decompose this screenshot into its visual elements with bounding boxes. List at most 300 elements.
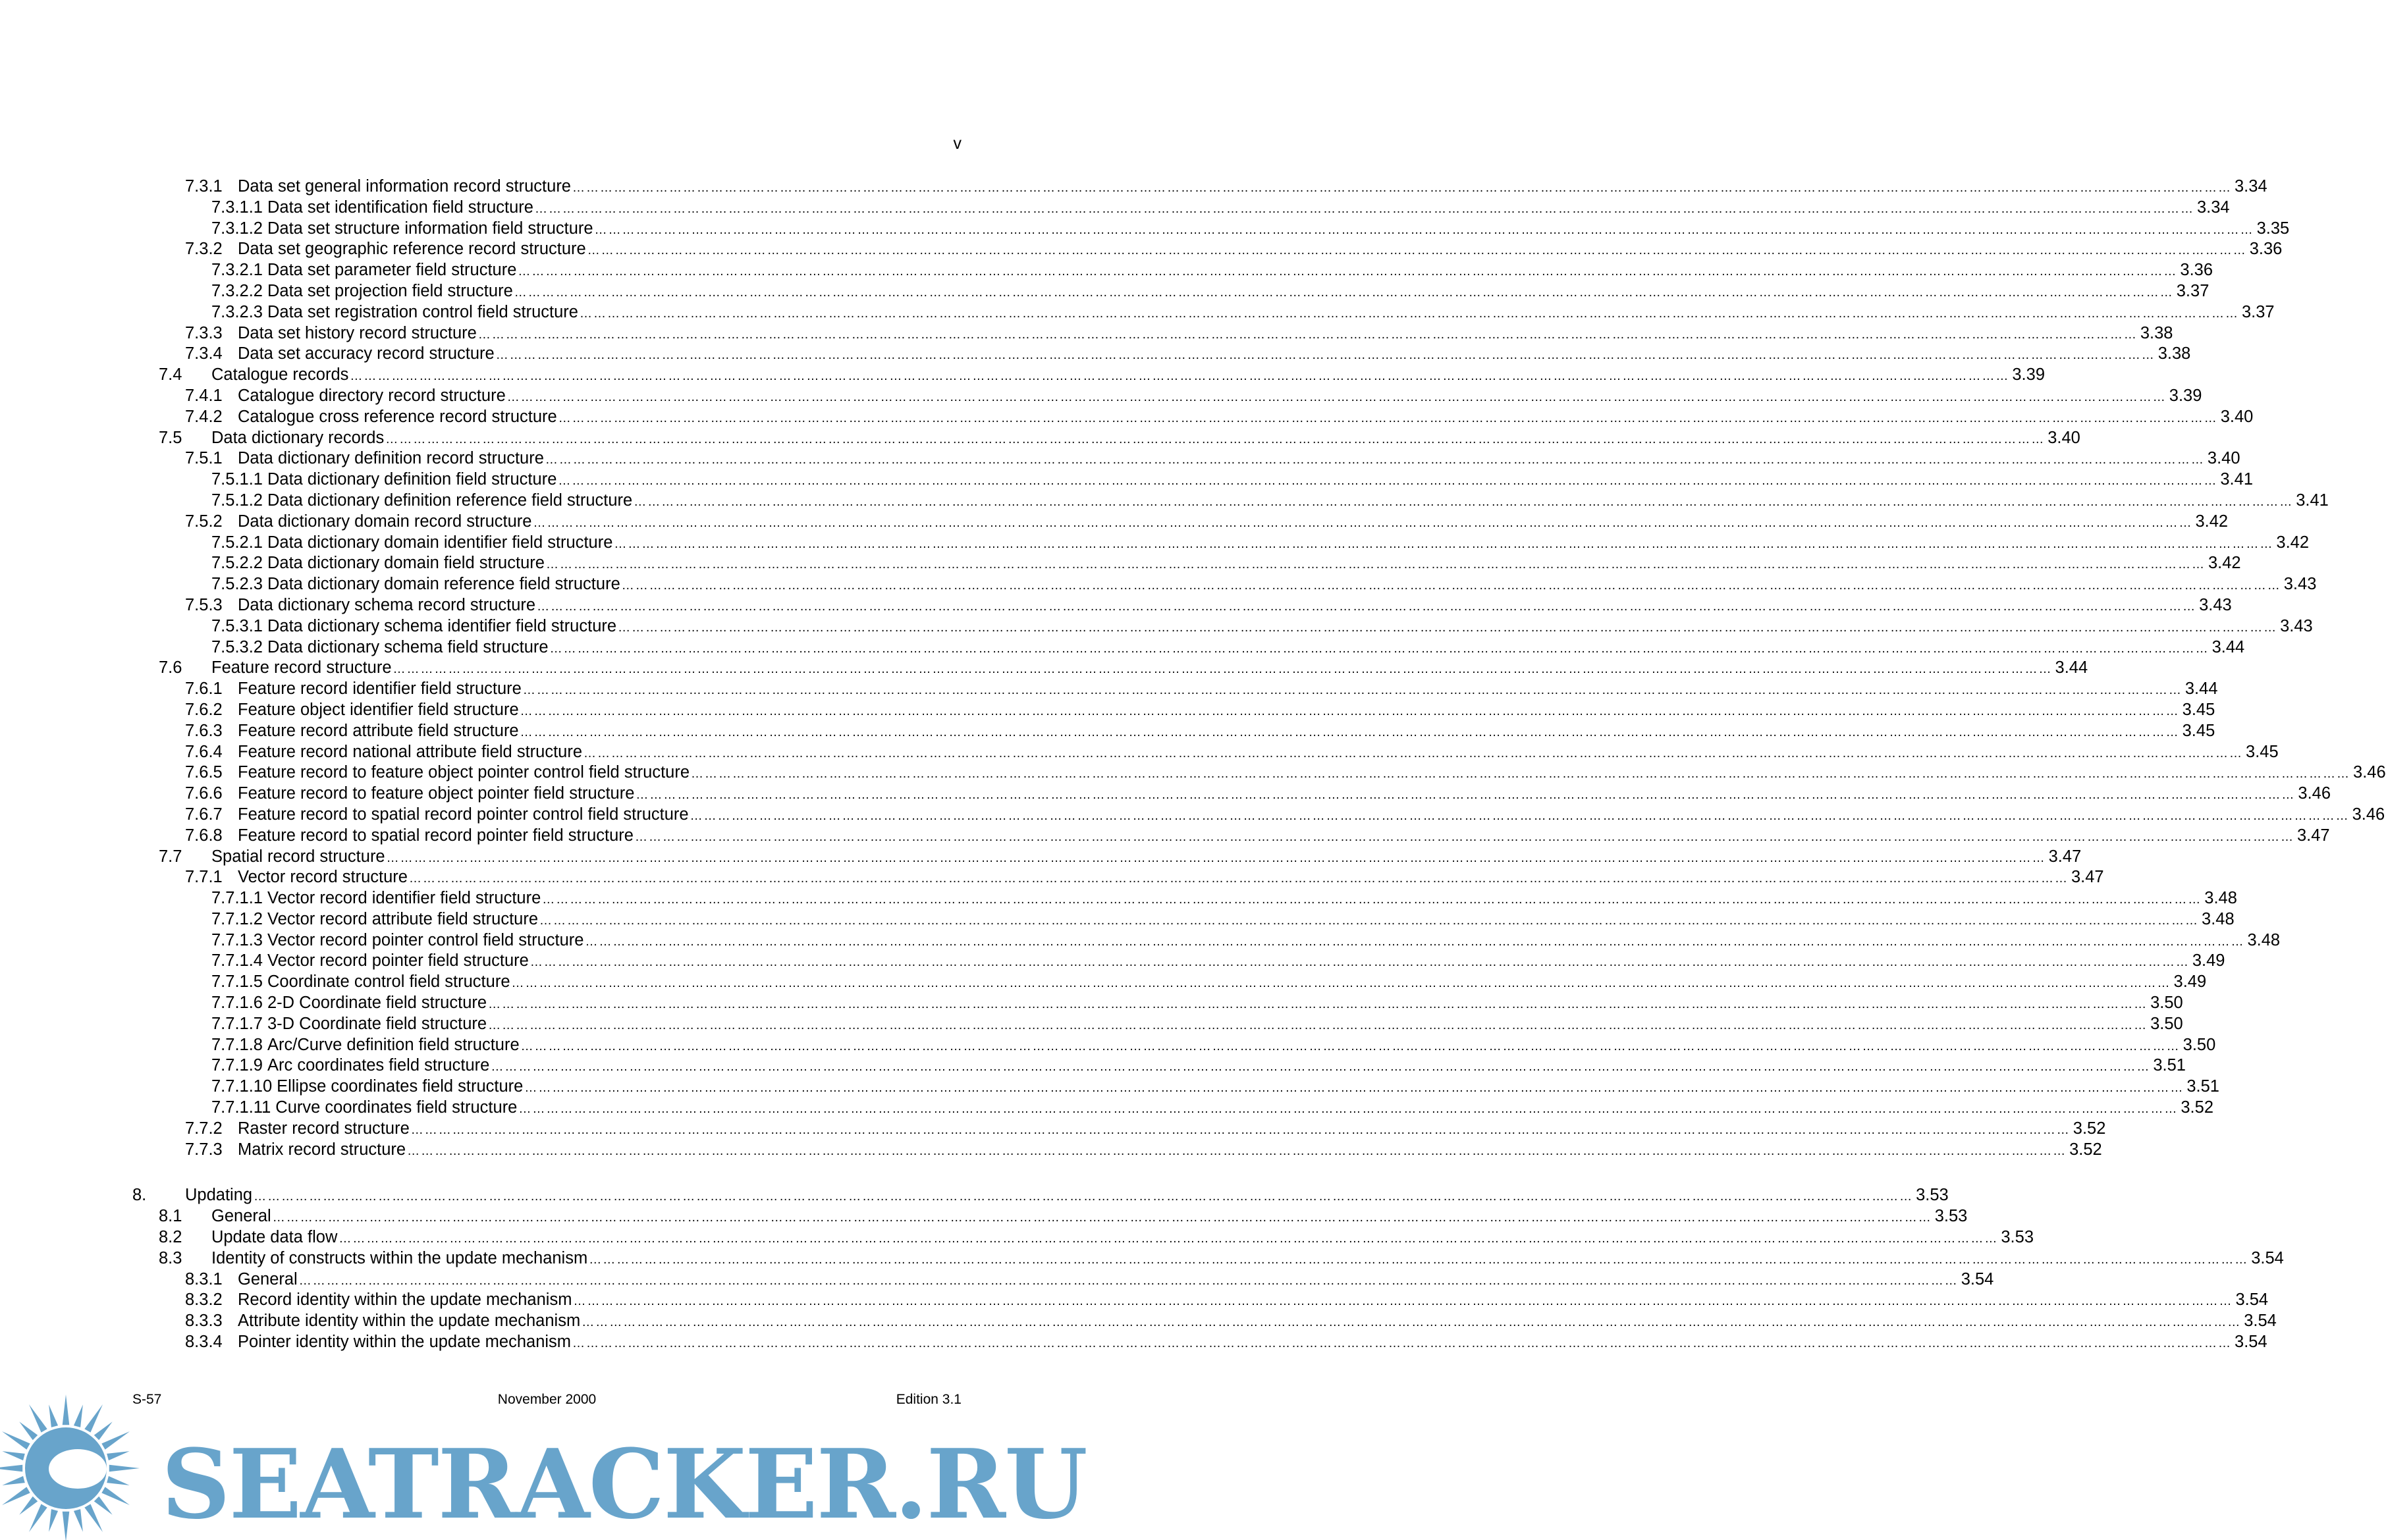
toc-dot-leader: ………………………………………………………………………………………………………………………………………………………………………………………………………………………………………………………………………………………………………………………………	[520, 1039, 2181, 1053]
toc-entry-page: 3.54	[2244, 1312, 2277, 1331]
sun-ray	[84, 1504, 103, 1532]
toc-entry-number: 7.5.2.2	[211, 554, 263, 573]
toc-entry-number: 7.5.2	[185, 512, 223, 531]
toc-entry[interactable]	[0, 1206, 1968, 1227]
toc-dot-leader: ………………………………………………………………………………………………………………………………………………………………………………………………………………………………………………………………………………………………………………………………	[558, 474, 2218, 489]
toc-entry-page: 3.50	[2150, 1014, 2183, 1033]
toc-entry-page: 3.45	[2182, 721, 2215, 740]
sun-ray	[109, 1465, 140, 1472]
toc-entry-page: 3.52	[2073, 1119, 2106, 1138]
toc-entry-title: Vector record pointer field structure	[267, 951, 529, 970]
toc-entry[interactable]	[0, 469, 2254, 491]
toc-entry-title: Data dictionary definition record structure	[238, 449, 544, 468]
sun-ray	[49, 1509, 58, 1531]
toc-entry[interactable]	[0, 1311, 2277, 1332]
toc-entry-number: 7.3.2.3	[211, 302, 263, 321]
toc-entry-page: 3.45	[2246, 742, 2279, 761]
toc-entry-page: 3.49	[2173, 972, 2207, 992]
toc-entry-title: Data set parameter field structure	[267, 261, 517, 280]
toc-entry-number: 7.4.1	[185, 386, 223, 405]
toc-entry[interactable]	[0, 176, 2267, 198]
toc-entry-page: 3.34	[2196, 198, 2230, 217]
toc-entry[interactable]	[0, 847, 2082, 868]
toc-dot-leader: ………………………………………………………………………………………………………………………………………………………………………………………………………………………………………………………………………………………………………………………………	[582, 1315, 2242, 1330]
toc-entry[interactable]	[0, 595, 2232, 616]
toc-entry[interactable]	[0, 533, 2310, 554]
sun-ray	[2, 1476, 24, 1485]
toc-entry[interactable]	[0, 742, 2279, 763]
toc-dot-leader: ………………………………………………………………………………………………………………………………………………………………………………………………………………………………………………………………………………………………………………………………	[587, 244, 2247, 258]
toc-entry-page: 3.36	[2180, 261, 2213, 280]
toc-dot-leader: ………………………………………………………………………………………………………………………………………………………………………………………………………………………………………………………………………………………………………………………………	[491, 1060, 2151, 1075]
toc-entry-page: 3.51	[2153, 1056, 2186, 1075]
sun-ray	[49, 1404, 58, 1427]
toc-entry-title: Data dictionary domain record structure	[238, 512, 532, 531]
toc-entry[interactable]	[0, 1014, 2183, 1035]
toc-entry-page: 3.51	[2186, 1077, 2219, 1096]
toc-dot-leader: ………………………………………………………………………………………………………………………………………………………………………………………………………………………………………………………………………………………………………………………………	[533, 516, 2193, 530]
toc-entry[interactable]	[0, 721, 2215, 742]
toc-entry-title: Data dictionary definition reference field structure	[267, 491, 633, 510]
toc-entry-title: Attribute identity within the update mechanism	[238, 1312, 581, 1331]
toc-entry[interactable]	[0, 428, 2080, 449]
toc-entry-number: 7.5.1.2	[211, 491, 263, 510]
toc-entry-page: 3.41	[2296, 491, 2329, 510]
toc-entry-title: Curve coordinates field structure	[275, 1098, 518, 1117]
toc-dot-leader: ………………………………………………………………………………………………………………………………………………………………………………………………………………………………………………………………………………………………………………………………	[537, 599, 2197, 614]
toc-entry[interactable]	[0, 302, 2275, 323]
toc-entry[interactable]	[0, 909, 2235, 930]
toc-dot-leader: ………………………………………………………………………………………………………………………………………………………………………………………………………………………………………………………………………………………………………………………………	[350, 369, 2010, 384]
toc-dot-leader: ………………………………………………………………………………………………………………………………………………………………………………………………………………………………………………………………………………………………………………………………	[572, 181, 2232, 195]
toc-entry-page: 3.47	[2048, 847, 2082, 866]
toc-entry-title: Data dictionary schema identifier field structure	[267, 616, 617, 635]
toc-entry-title: Data set geographic reference record structure	[238, 240, 586, 259]
toc-entry-page: 3.40	[2220, 407, 2254, 426]
toc-entry[interactable]	[0, 679, 2218, 700]
toc-dot-leader: ………………………………………………………………………………………………………………………………………………………………………………………………………………………………………………………………………………………………………………………………	[524, 1081, 2184, 1096]
toc-entry[interactable]	[0, 407, 2254, 428]
toc-dot-leader: ………………………………………………………………………………………………………………………………………………………………………………………………………………………………………………………………………………………………………………………………	[534, 201, 2194, 216]
toc-dot-leader: ………………………………………………………………………………………………………………………………………………………………………………………………………………………………………………………………………………………………………………………………	[385, 432, 2046, 446]
table-of-contents	[0, 176, 2386, 1353]
toc-entry-page: 3.54	[2235, 1333, 2267, 1352]
toc-dot-leader: ………………………………………………………………………………………………………………………………………………………………………………………………………………………………………………………………………………………………………………………………	[522, 683, 2183, 698]
toc-entry-page: 3.48	[2202, 909, 2235, 928]
sun-ray	[74, 1509, 83, 1531]
toc-entry[interactable]	[0, 1119, 2106, 1140]
toc-entry-number: 7.5.2.3	[211, 575, 263, 594]
toc-entry[interactable]	[0, 574, 2317, 595]
toc-dot-leader: ………………………………………………………………………………………………………………………………………………………………………………………………………………………………………………………………………………………………………………………………	[488, 1018, 2148, 1032]
toc-entry-page: 3.43	[2283, 575, 2317, 594]
footer-edition: Edition 3.1	[896, 1392, 962, 1407]
sun-logo-icon	[0, 1394, 140, 1540]
toc-entry-title: Catalogue directory record structure	[238, 386, 506, 405]
toc-entry-number: 8.2	[159, 1228, 182, 1247]
toc-entry-number: 7.7.2	[185, 1119, 223, 1138]
toc-entry-title: Data dictionary definition field structure	[267, 470, 557, 489]
toc-dot-leader: ………………………………………………………………………………………………………………………………………………………………………………………………………………………………………………………………………………………………………………………………	[495, 348, 2156, 363]
toc-entry-number: 7.3.3	[185, 323, 223, 342]
toc-entry-number: 8.3.1	[185, 1269, 223, 1288]
toc-entry[interactable]	[0, 1140, 2102, 1161]
toc-entry-title: Data set structure information field structure	[267, 219, 593, 238]
toc-entry-number: 7.7.1.11	[211, 1098, 271, 1117]
toc-entry[interactable]	[0, 323, 2173, 344]
toc-entry-title: Coordinate control field structure	[267, 972, 510, 992]
watermark-text: SEATRACKER.RU	[161, 1429, 1087, 1540]
toc-entry-title: Feature record to feature object pointer control field structure	[238, 763, 690, 782]
toc-entry-number: 7.5.1.1	[211, 470, 263, 489]
sun-ray	[94, 1421, 113, 1440]
toc-entry-page: 3.44	[2211, 637, 2245, 656]
toc-entry-number: 7.7.1.4	[211, 951, 263, 970]
sun-ray	[107, 1476, 129, 1485]
toc-entry-number: 8.3.3	[185, 1312, 223, 1331]
toc-entry-number: 7.3.1.1	[211, 198, 263, 217]
toc-dot-leader: ………………………………………………………………………………………………………………………………………………………………………………………………………………………………………………………………………………………………………………………………	[545, 453, 2205, 467]
toc-entry-number: 7.6.6	[185, 784, 223, 803]
toc-entry-page: 3.54	[2235, 1290, 2269, 1310]
toc-entry-number: 7.5.3	[185, 595, 223, 614]
toc-entry-page: 3.40	[2207, 449, 2240, 468]
toc-entry-title: Feature record attribute field structure	[238, 721, 519, 740]
toc-entry[interactable]	[0, 239, 2283, 260]
toc-entry-number: 8.	[132, 1186, 147, 1205]
toc-entry-title: Data dictionary schema record structure	[238, 595, 536, 614]
toc-entry-title: Feature record national attribute field structure	[238, 742, 583, 761]
toc-dot-leader: ………………………………………………………………………………………………………………………………………………………………………………………………………………………………………………………………………………………………………………………………	[339, 1232, 1999, 1246]
toc-entry-title: Spatial record structure	[211, 847, 385, 866]
toc-entry-number: 7.7.1.1	[211, 889, 263, 908]
toc-dot-leader: ………………………………………………………………………………………………………………………………………………………………………………………………………………………………………………………………………………………………………………………………	[583, 746, 2244, 760]
toc-entry-number: 7.7.1.3	[211, 930, 263, 949]
toc-entry-number: 7.4	[159, 365, 182, 385]
toc-dot-leader: ………………………………………………………………………………………………………………………………………………………………………………………………………………………………………………………………………………………………………………………………	[520, 704, 2180, 718]
toc-dot-leader: ………………………………………………………………………………………………………………………………………………………………………………………………………………………………………………………………………………………………………………………………	[594, 223, 2254, 237]
toc-dot-leader: ………………………………………………………………………………………………………………………………………………………………………………………………………………………………………………………………………………………………………………………………	[254, 1190, 1914, 1204]
toc-entry-page: 3.48	[2204, 889, 2237, 908]
toc-entry-page: 3.50	[2150, 994, 2183, 1013]
toc-entry-number: 7.7.1.5	[211, 972, 263, 992]
toc-entry-title: Catalogue cross reference record structure	[238, 407, 557, 426]
toc-entry-title: Vector record attribute field structure	[267, 909, 539, 928]
footer-date: November 2000	[497, 1392, 597, 1407]
toc-entry-title: Arc coordinates field structure	[267, 1056, 490, 1075]
toc-dot-leader: ………………………………………………………………………………………………………………………………………………………………………………………………………………………………………………………………………………………………………………………………	[518, 265, 2178, 279]
toc-entry-number: 7.3.1	[185, 177, 223, 196]
toc-entry[interactable]	[0, 260, 2213, 281]
toc-entry[interactable]	[0, 762, 2386, 783]
toc-dot-leader: ………………………………………………………………………………………………………………………………………………………………………………………………………………………………………………………………………………………………………………………………	[573, 1294, 2233, 1309]
toc-entry[interactable]	[0, 1098, 2214, 1119]
sun-ray	[63, 1512, 70, 1540]
toc-dot-leader: ………………………………………………………………………………………………………………………………………………………………………………………………………………………………………………………………………………………………………………………………	[618, 620, 2278, 635]
toc-entry-title: Matrix record structure	[238, 1140, 406, 1159]
toc-entry-page: 3.42	[2276, 533, 2310, 552]
toc-entry-number: 7.7.3	[185, 1140, 223, 1159]
toc-entry-page: 3.47	[2071, 868, 2104, 887]
toc-entry-number: 7.3.2.1	[211, 261, 263, 280]
toc-dot-leader: ………………………………………………………………………………………………………………………………………………………………………………………………………………………………………………………………………………………………………………………………	[539, 913, 2200, 928]
sun-ray	[74, 1404, 83, 1427]
toc-entry-page: 3.42	[2208, 554, 2241, 573]
sun-ray	[29, 1504, 47, 1532]
toc-entry-title: Data set accuracy record structure	[238, 344, 495, 363]
toc-entry[interactable]	[0, 1035, 2216, 1056]
toc-entry-title: Pointer identity within the update mechanism	[238, 1333, 572, 1352]
toc-entry-number: 7.6.8	[185, 826, 223, 845]
toc-entry-number: 7.6.3	[185, 721, 223, 740]
toc-entry-number: 7.7.1.6	[211, 994, 263, 1013]
toc-entry[interactable]	[0, 783, 2331, 805]
toc-entry[interactable]	[0, 386, 2202, 407]
toc-entry-page: 3.54	[2251, 1248, 2284, 1267]
toc-dot-leader: ………………………………………………………………………………………………………………………………………………………………………………………………………………………………………………………………………………………………………………………………	[477, 327, 2138, 342]
toc-entry-page: 3.46	[2352, 805, 2385, 824]
toc-entry-title: Data set identification field structure	[267, 198, 533, 217]
toc-entry-page: 3.47	[2296, 826, 2330, 845]
toc-entry-number: 7.7.1.2	[211, 909, 263, 928]
toc-entry-number: 7.3.2.2	[211, 281, 263, 300]
toc-entry-page: 3.48	[2247, 930, 2281, 949]
toc-entry-title: Raster record structure	[238, 1119, 410, 1138]
toc-entry-title: Data set general information record structure	[238, 177, 571, 196]
toc-entry-page: 3.36	[2249, 240, 2283, 259]
toc-entry-number: 7.5.3.1	[211, 616, 263, 635]
toc-entry-page: 3.52	[2181, 1098, 2214, 1117]
toc-entry-number: 7.7.1.9	[211, 1056, 263, 1075]
toc-entry[interactable]	[0, 805, 2385, 826]
toc-dot-leader: ………………………………………………………………………………………………………………………………………………………………………………………………………………………………………………………………………………………………………………………………	[691, 767, 2351, 782]
toc-entry-title: Data dictionary records	[211, 428, 385, 447]
toc-entry-number: 7.7.1.10	[211, 1077, 273, 1096]
toc-dot-leader: ………………………………………………………………………………………………………………………………………………………………………………………………………………………………………………………………………………………………………………………………	[634, 494, 2294, 509]
toc-entry-title: Vector record identifier field structure	[267, 889, 541, 908]
toc-dot-leader: ………………………………………………………………………………………………………………………………………………………………………………………………………………………………………………………………………………………………………………………………	[690, 809, 2350, 823]
toc-dot-leader: ………………………………………………………………………………………………………………………………………………………………………………………………………………………………………………………………………………………………………………………………	[529, 955, 2190, 970]
toc-entry-title: General	[238, 1269, 298, 1288]
toc-entry[interactable]	[0, 700, 2215, 721]
toc-entry-title: 3-D Coordinate field structure	[267, 1014, 487, 1033]
toc-entry-title: Vector record pointer control field structure	[267, 930, 584, 949]
toc-entry-title: Data dictionary schema field structure	[267, 637, 549, 656]
toc-entry-title: Updating	[185, 1186, 253, 1205]
toc-entry[interactable]	[0, 365, 2046, 386]
toc-entry-page: 3.52	[2069, 1140, 2102, 1159]
toc-entry[interactable]	[0, 1185, 1949, 1206]
toc-entry-page: 3.54	[1961, 1269, 1994, 1288]
toc-entry[interactable]	[0, 1227, 2034, 1248]
toc-entry[interactable]	[0, 1248, 2284, 1269]
toc-dot-leader: ………………………………………………………………………………………………………………………………………………………………………………………………………………………………………………………………………………………………………………………………	[298, 1273, 1959, 1288]
toc-dot-leader: ………………………………………………………………………………………………………………………………………………………………………………………………………………………………………………………………………………………………………………………………	[634, 830, 2294, 844]
toc-entry-number: 7.7.1.8	[211, 1035, 263, 1054]
toc-dot-leader: ………………………………………………………………………………………………………………………………………………………………………………………………………………………………………………………………………………………………………………………………	[542, 893, 2202, 907]
toc-entry-number: 7.3.4	[185, 344, 223, 363]
toc-entry-title: Feature object identifier field structure	[238, 700, 519, 719]
toc-entry[interactable]	[0, 972, 2207, 993]
toc-entry[interactable]	[0, 1269, 1994, 1290]
toc-entry[interactable]	[0, 553, 2241, 574]
toc-entry-title: Catalogue records	[211, 365, 349, 385]
toc-dot-leader: ………………………………………………………………………………………………………………………………………………………………………………………………………………………………………………………………………………………………………………………………	[506, 390, 2167, 404]
toc-entry-page: 3.44	[2055, 658, 2088, 677]
toc-entry-title: Data dictionary domain reference field structure	[267, 575, 620, 594]
toc-entry-page: 3.53	[1916, 1186, 1949, 1205]
toc-entry-title: Data set registration control field structure	[267, 302, 578, 321]
toc-dot-leader: ………………………………………………………………………………………………………………………………………………………………………………………………………………………………………………………………………………………………………………………………	[614, 537, 2274, 551]
toc-dot-leader: ………………………………………………………………………………………………………………………………………………………………………………………………………………………………………………………………………………………………………………………………	[410, 1123, 2071, 1137]
sun-ray	[0, 1465, 22, 1472]
toc-dot-leader: ………………………………………………………………………………………………………………………………………………………………………………………………………………………………………………………………………………………………………………………………	[545, 558, 2206, 572]
toc-entry-number: 7.5.2.1	[211, 533, 263, 552]
toc-entry[interactable]	[0, 951, 2225, 972]
toc-entry-number: 7.6.4	[185, 742, 223, 761]
toc-entry-title: Identity of constructs within the update mechanism	[211, 1248, 588, 1267]
toc-entry-page: 3.50	[2183, 1035, 2216, 1054]
toc-entry-number: 7.5.3.2	[211, 637, 263, 656]
toc-entry-title: Feature record to feature object pointer field structure	[238, 784, 635, 803]
toc-entry-page: 3.44	[2184, 679, 2218, 699]
toc-entry-title: Arc/Curve definition field structure	[267, 1035, 520, 1054]
toc-entry-title: Vector record structure	[238, 868, 408, 887]
toc-entry[interactable]	[0, 637, 2245, 658]
sun-ray	[29, 1404, 47, 1433]
toc-entry-title: Ellipse coordinates field structure	[277, 1077, 524, 1096]
toc-entry-page: 3.41	[2220, 470, 2254, 489]
toc-entry[interactable]	[0, 198, 2230, 219]
toc-entry-page: 3.53	[1934, 1207, 1968, 1226]
toc-entry[interactable]	[0, 888, 2237, 909]
toc-entry-page: 3.35	[2256, 219, 2290, 238]
toc-entry-title: Data dictionary domain field structure	[267, 554, 545, 573]
toc-entry[interactable]	[0, 993, 2183, 1014]
toc-dot-leader: ………………………………………………………………………………………………………………………………………………………………………………………………………………………………………………………………………………………………………………………………	[520, 725, 2180, 739]
toc-dot-leader: ………………………………………………………………………………………………………………………………………………………………………………………………………………………………………………………………………………………………………………………………	[585, 934, 2245, 949]
toc-entry-page: 3.42	[2195, 512, 2229, 531]
toc-entry[interactable]	[0, 491, 2329, 512]
toc-entry[interactable]	[0, 512, 2229, 533]
toc-dot-leader: ………………………………………………………………………………………………………………………………………………………………………………………………………………………………………………………………………………………………………………………………	[636, 788, 2296, 803]
toc-entry-page: 3.49	[2192, 951, 2225, 970]
toc-dot-leader: ………………………………………………………………………………………………………………………………………………………………………………………………………………………………………………………………………………………………………………………………	[549, 641, 2210, 656]
toc-entry-page: 3.46	[2353, 763, 2386, 782]
toc-entry-number: 8.1	[159, 1207, 182, 1226]
footer-standard-id: S-57	[132, 1392, 162, 1407]
toc-entry[interactable]	[0, 826, 2330, 847]
toc-entry-number: 7.5.1	[185, 449, 223, 468]
toc-dot-leader: ………………………………………………………………………………………………………………………………………………………………………………………………………………………………………………………………………………………………………………………………	[272, 1211, 1932, 1225]
toc-entry[interactable]	[0, 930, 2281, 951]
toc-entry[interactable]	[0, 867, 2104, 888]
toc-dot-leader: ………………………………………………………………………………………………………………………………………………………………………………………………………………………………………………………………………………………………………………………………	[393, 662, 2053, 677]
sun-ray	[2, 1451, 24, 1460]
toc-dot-leader: ………………………………………………………………………………………………………………………………………………………………………………………………………………………………………………………………………………………………………………………………	[518, 1102, 2179, 1117]
toc-entry-title: Data set history record structure	[238, 323, 477, 342]
toc-entry-page: 3.45	[2182, 700, 2215, 719]
toc-dot-leader: ………………………………………………………………………………………………………………………………………………………………………………………………………………………………………………………………………………………………………………………………	[488, 997, 2148, 1012]
toc-entry[interactable]	[0, 1332, 2267, 1353]
toc-entry-number: 8.3.2	[185, 1290, 223, 1310]
toc-entry-page: 3.37	[2241, 302, 2275, 321]
watermark	[0, 1406, 1089, 1540]
toc-dot-leader: ………………………………………………………………………………………………………………………………………………………………………………………………………………………………………………………………………………………………………………………………	[589, 1252, 2249, 1267]
sun-ray	[2, 1431, 30, 1450]
toc-entry-title: Update data flow	[211, 1228, 338, 1247]
toc-entry-number: 7.6.5	[185, 763, 223, 782]
toc-entry-number: 8.3.4	[185, 1333, 223, 1352]
toc-entry-title: Data dictionary domain identifier field structure	[267, 533, 613, 552]
sun-ray	[84, 1404, 103, 1433]
toc-entry-title: Feature record to spatial record pointer field structure	[238, 826, 634, 845]
toc-entry-page: 3.43	[2280, 616, 2313, 635]
toc-entry-number: 7.6.2	[185, 700, 223, 719]
toc-entry[interactable]	[0, 281, 2210, 302]
toc-entry-page: 3.46	[2298, 784, 2331, 803]
toc-entry[interactable]	[0, 448, 2240, 469]
toc-entry-title: Feature record to spatial record pointer control field structure	[238, 805, 689, 824]
toc-dot-leader: ………………………………………………………………………………………………………………………………………………………………………………………………………………………………………………………………………………………………………………………………	[511, 976, 2171, 991]
toc-entry-number: 7.7.1.7	[211, 1014, 263, 1033]
toc-entry[interactable]	[0, 1076, 2219, 1098]
watermark-graphic	[0, 1406, 1089, 1540]
toc-entry-title: 2-D Coordinate field structure	[267, 994, 487, 1013]
toc-dot-leader: ………………………………………………………………………………………………………………………………………………………………………………………………………………………………………………………………………………………………………………………………	[621, 579, 2281, 593]
sun-ray	[19, 1421, 38, 1440]
sun-ray	[101, 1487, 130, 1505]
toc-entry[interactable]	[0, 219, 2290, 240]
toc-entry-number: 7.6.1	[185, 679, 223, 699]
toc-entry-number: 8.3	[159, 1248, 182, 1267]
toc-entry-title: Data set projection field structure	[267, 281, 513, 300]
toc-dot-leader: ………………………………………………………………………………………………………………………………………………………………………………………………………………………………………………………………………………………………………………………………	[408, 872, 2069, 886]
toc-entry-number: 7.6.7	[185, 805, 223, 824]
toc-entry[interactable]	[0, 1055, 2186, 1076]
toc-entry[interactable]	[0, 344, 2191, 365]
page-number: v	[953, 134, 962, 153]
toc-entry-number: 7.7.1	[185, 868, 223, 887]
toc-entry-title: General	[211, 1207, 271, 1226]
toc-entry-title: Feature record structure	[211, 658, 392, 677]
toc-entry[interactable]	[0, 1290, 2269, 1311]
toc-dot-leader: ………………………………………………………………………………………………………………………………………………………………………………………………………………………………………………………………………………………………………………………………	[514, 285, 2174, 300]
toc-entry[interactable]	[0, 658, 2088, 679]
sun-ray	[94, 1497, 113, 1515]
toc-entry-number: 7.6	[159, 658, 182, 677]
toc-entry-page: 3.38	[2140, 323, 2173, 342]
toc-entry[interactable]	[0, 616, 2313, 637]
toc-dot-leader: ………………………………………………………………………………………………………………………………………………………………………………………………………………………………………………………………………………………………………………………………	[558, 411, 2218, 425]
toc-dot-leader: ………………………………………………………………………………………………………………………………………………………………………………………………………………………………………………………………………………………………………………………………	[407, 1144, 2067, 1158]
toc-dot-leader: ………………………………………………………………………………………………………………………………………………………………………………………………………………………………………………………………………………………………………………………………	[579, 306, 2239, 321]
toc-entry-page: 3.40	[2047, 428, 2080, 447]
toc-entry-number: 7.3.1.2	[211, 219, 263, 238]
sun-ray	[101, 1431, 130, 1450]
toc-entry-number: 7.5	[159, 428, 182, 447]
toc-entry-page: 3.43	[2199, 595, 2232, 614]
toc-entry-page: 3.39	[2169, 386, 2202, 405]
toc-entry-page: 3.34	[2235, 177, 2267, 196]
toc-entry-page: 3.38	[2157, 344, 2191, 363]
toc-entry-title: Feature record identifier field structure	[238, 679, 522, 699]
sun-ray	[107, 1451, 129, 1460]
toc-entry-number: 7.7	[159, 847, 182, 866]
toc-dot-leader: ………………………………………………………………………………………………………………………………………………………………………………………………………………………………………………………………………………………………………………………………	[572, 1337, 2233, 1351]
toc-entry-number: 7.3.2	[185, 240, 223, 259]
toc-entry-page: 3.39	[2012, 365, 2046, 385]
